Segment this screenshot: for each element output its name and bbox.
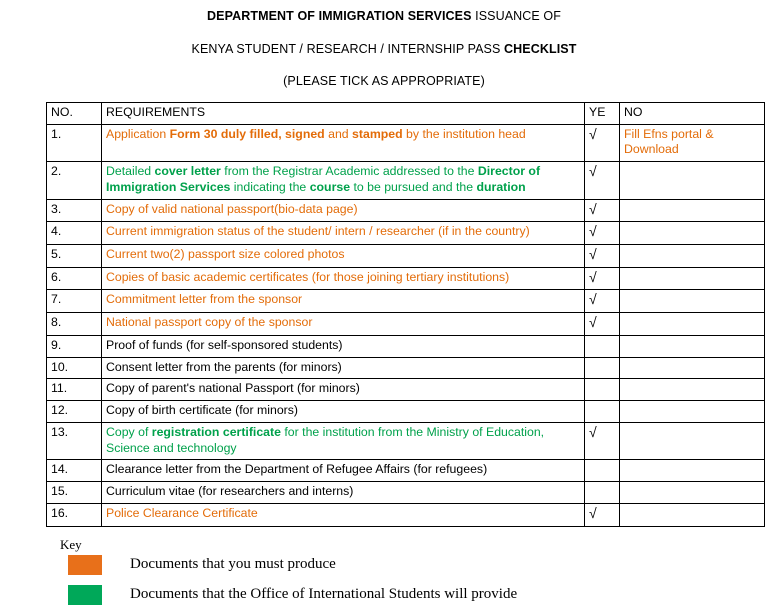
table-row	[47, 422, 765, 459]
key-items	[46, 555, 722, 605]
row-number: 4.	[47, 222, 102, 245]
row-no-note[interactable]	[620, 379, 765, 401]
row-yes-checkbox[interactable]	[585, 313, 620, 336]
requirement-text-segment: Copy of	[106, 424, 152, 439]
row-requirement	[102, 290, 585, 313]
table-row	[47, 162, 765, 199]
row-number: 8.	[47, 313, 102, 336]
table-row	[47, 222, 765, 245]
key-legend	[46, 537, 722, 605]
row-requirement	[102, 267, 585, 290]
key-color-swatch	[68, 555, 102, 575]
requirement-text-segment: National passport copy of the sponsor	[106, 315, 313, 330]
row-requirement	[102, 379, 585, 401]
requirement-text-segment: for the institution from the Ministry of Education, Science and technology	[106, 424, 545, 455]
row-number: 1.	[47, 124, 102, 161]
row-yes-checkbox[interactable]	[585, 267, 620, 290]
row-yes-checkbox[interactable]	[585, 199, 620, 222]
row-number: 2.	[47, 162, 102, 199]
row-no-note[interactable]	[620, 460, 765, 482]
row-requirement	[102, 422, 585, 459]
row-requirement	[102, 199, 585, 222]
table-row	[47, 379, 765, 401]
row-requirement	[102, 335, 585, 357]
row-number: 5.	[47, 245, 102, 268]
requirement-text-segment: Copy of parent's national Passport (for minors)	[106, 381, 360, 396]
check-mark-icon: √	[589, 268, 597, 285]
row-requirement	[102, 245, 585, 268]
requirement-text-segment: Copies of basic academic certificates (for those joining tertiary institutions)	[106, 269, 510, 284]
row-yes-checkbox[interactable]	[585, 290, 620, 313]
requirement-text-segment: and	[324, 126, 353, 141]
requirement-text-segment: Consent letter from the parents (for minors)	[106, 359, 342, 374]
requirement-text-segment: Copy of birth certificate (for minors)	[106, 403, 299, 418]
row-number: 10.	[47, 357, 102, 379]
row-requirement	[102, 313, 585, 336]
table-row	[47, 124, 765, 161]
check-mark-icon: √	[589, 163, 597, 180]
requirement-text-segment: Police Clearance Certificate	[106, 505, 258, 520]
row-no-note[interactable]	[620, 222, 765, 245]
row-number: 15.	[47, 482, 102, 504]
table-header	[47, 102, 765, 124]
requirement-text-segment: Proof of funds (for self-sponsored students)	[106, 337, 343, 352]
key-color-swatch	[68, 585, 102, 605]
row-yes-checkbox[interactable]	[585, 222, 620, 245]
document-header	[46, 0, 722, 90]
key-item	[46, 555, 722, 575]
row-number: 16.	[47, 503, 102, 526]
row-no-note[interactable]	[620, 124, 765, 161]
table-row	[47, 460, 765, 482]
table-row	[47, 267, 765, 290]
header-department: DEPARTMENT OF IMMIGRATION SERVICES	[207, 9, 472, 23]
requirement-text-segment: course	[309, 179, 351, 194]
row-requirement	[102, 503, 585, 526]
row-number: 13.	[47, 422, 102, 459]
row-no-note[interactable]	[620, 422, 765, 459]
table-body	[47, 124, 765, 526]
table-row	[47, 482, 765, 504]
check-mark-icon: √	[589, 200, 597, 217]
requirement-text-segment: Copy of valid national passport(bio-data page)	[106, 201, 358, 216]
header-line-3: (PLEASE TICK AS APPROPRIATE)	[283, 74, 485, 89]
row-yes-checkbox[interactable]	[585, 124, 620, 161]
check-mark-icon: √	[589, 291, 597, 308]
requirements-table	[46, 102, 765, 527]
requirement-text-segment: Current immigration status of the student/ intern / researcher (if in the country)	[106, 224, 530, 239]
key-item-label: Documents that the Office of International Students will provide	[130, 586, 518, 603]
row-requirement	[102, 460, 585, 482]
requirement-text-segment: Director of Immigration Services	[106, 164, 541, 194]
requirement-text-segment: cover letter	[154, 164, 221, 179]
row-no-note[interactable]	[620, 482, 765, 504]
table-row	[47, 290, 765, 313]
row-no-note[interactable]	[620, 199, 765, 222]
table-row	[47, 503, 765, 526]
table-row	[47, 245, 765, 268]
requirement-text-segment: stamped	[352, 126, 403, 141]
requirement-text-segment: Application	[106, 126, 170, 141]
key-label: Key	[60, 536, 82, 552]
row-no-note[interactable]	[620, 245, 765, 268]
row-yes-checkbox[interactable]	[585, 460, 620, 482]
requirement-text-segment: Current two(2) passport size colored photos	[106, 247, 345, 262]
check-mark-icon: √	[589, 504, 597, 521]
check-mark-icon: √	[589, 125, 597, 142]
row-no-note[interactable]	[620, 313, 765, 336]
requirement-text-segment: indicating the	[230, 179, 310, 194]
header-pass-type: KENYA STUDENT / RESEARCH / INTERNSHIP PASS	[191, 41, 505, 56]
row-no-note[interactable]	[620, 162, 765, 199]
row-requirement	[102, 357, 585, 379]
row-requirement	[102, 162, 585, 199]
row-note-text: Fill Efns portal & Download	[624, 126, 714, 157]
row-yes-checkbox[interactable]	[585, 401, 620, 423]
requirement-text-segment: Curriculum vitae (for researchers and interns)	[106, 484, 354, 499]
requirement-text-segment: Commitment letter from the sponsor	[106, 292, 303, 307]
row-requirement	[102, 401, 585, 423]
check-mark-icon: √	[589, 223, 597, 240]
table-row	[47, 313, 765, 336]
table-row	[47, 199, 765, 222]
check-mark-icon: √	[589, 423, 597, 440]
requirement-text-segment: registration certificate	[151, 424, 281, 439]
column-header-no: NO.	[47, 102, 102, 124]
row-no-note[interactable]	[620, 335, 765, 357]
table-header-row	[47, 102, 765, 124]
column-header-requirements: REQUIREMENTS	[102, 102, 585, 124]
row-yes-checkbox[interactable]	[585, 379, 620, 401]
requirement-text-segment: Clearance letter from the Department of Refugee Affairs (for refugees)	[106, 462, 488, 477]
table-row	[47, 357, 765, 379]
row-yes-checkbox[interactable]	[585, 335, 620, 357]
table-row	[47, 335, 765, 357]
row-number: 3.	[47, 199, 102, 222]
column-header-yes: YE	[585, 102, 620, 124]
requirement-text-segment: Detailed	[106, 164, 155, 179]
row-number: 11.	[47, 379, 102, 401]
row-no-note[interactable]	[620, 401, 765, 423]
row-number: 6.	[47, 267, 102, 290]
header-line-1	[46, 9, 722, 25]
row-requirement	[102, 124, 585, 161]
row-no-note[interactable]	[620, 503, 765, 526]
row-number: 14.	[47, 460, 102, 482]
check-mark-icon: √	[589, 246, 597, 263]
row-yes-checkbox[interactable]	[585, 482, 620, 504]
table-row	[47, 401, 765, 423]
row-no-note[interactable]	[620, 290, 765, 313]
row-number: 12.	[47, 401, 102, 423]
header-checklist-word: CHECKLIST	[504, 41, 577, 56]
row-yes-checkbox[interactable]	[585, 245, 620, 268]
column-header-no2: NO	[620, 102, 765, 124]
requirement-text-segment: to be pursued and the	[350, 179, 477, 194]
row-requirement	[102, 222, 585, 245]
requirement-text-segment: Form 30 duly filled, signed	[169, 126, 325, 141]
header-issuance: ISSUANCE OF	[471, 9, 561, 23]
row-yes-checkbox[interactable]	[585, 162, 620, 199]
row-no-note[interactable]	[620, 357, 765, 379]
row-yes-checkbox[interactable]	[585, 503, 620, 526]
row-number: 7.	[47, 290, 102, 313]
requirement-text-segment: duration	[476, 179, 526, 194]
row-number: 9.	[47, 335, 102, 357]
row-yes-checkbox[interactable]	[585, 357, 620, 379]
requirement-text-segment: by the institution head	[402, 126, 526, 141]
row-no-note[interactable]	[620, 267, 765, 290]
check-mark-icon: √	[589, 314, 597, 331]
row-yes-checkbox[interactable]	[585, 422, 620, 459]
row-requirement	[102, 482, 585, 504]
requirement-text-segment: from the Registrar Academic addressed to the	[220, 164, 478, 179]
header-line-2	[46, 42, 722, 58]
key-item-label: Documents that you must produce	[130, 556, 336, 573]
key-item	[46, 585, 722, 605]
